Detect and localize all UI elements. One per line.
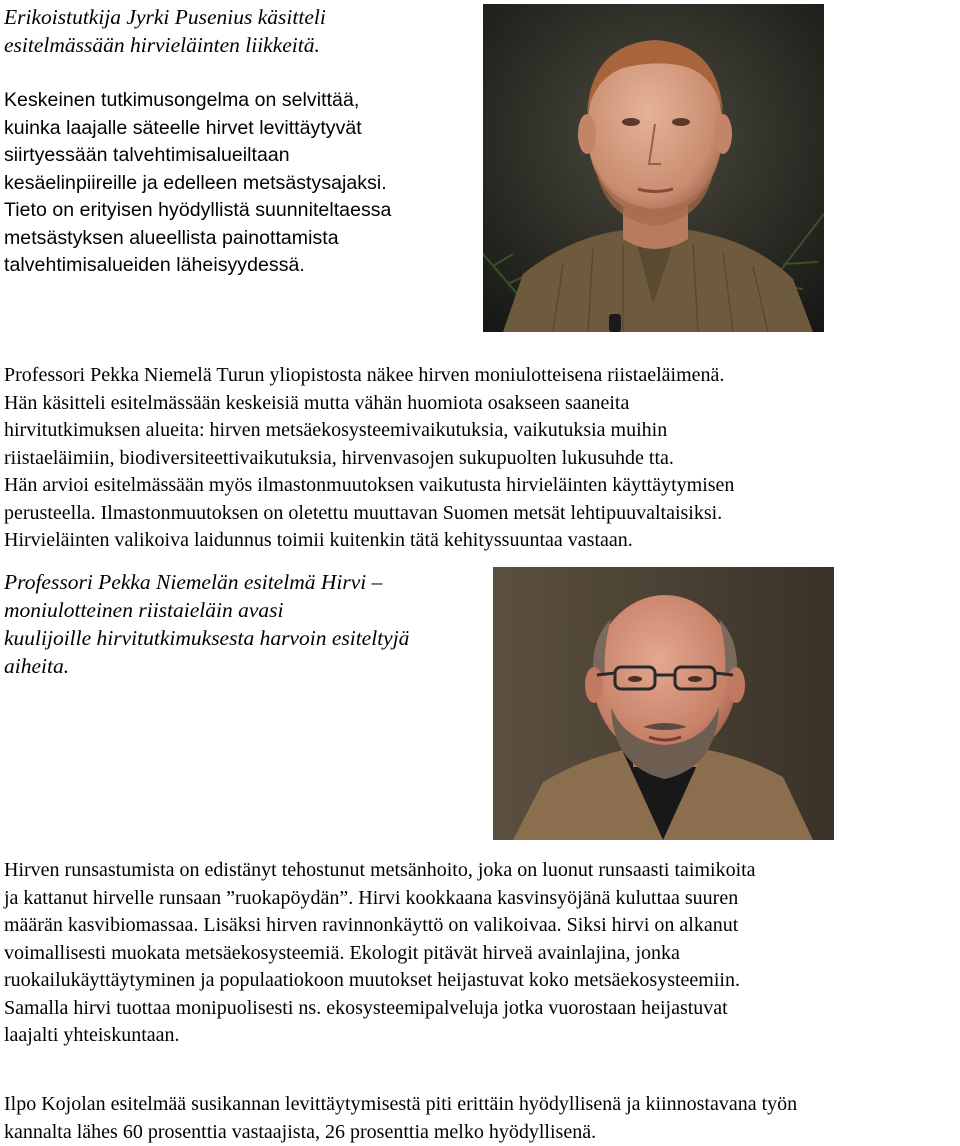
caption-line: aiheita. (4, 654, 70, 678)
paragraph-kojola-survey (4, 1091, 959, 1146)
text-line: laajalti yhteiskuntaan. (4, 1024, 180, 1046)
text-line: Samalla hirvi tuottaa monipuolisesti ns. ekosysteemipalveluja jotka vuorostaan heijastuvat (4, 996, 728, 1019)
text-line: hirvitutkimuksen alueita: hirven metsäekosysteemivaikutuksia, vaikutuksia muihin (4, 419, 668, 441)
caption-niemela (4, 568, 489, 680)
text-line: perusteella. Ilmastonmuutoksen on oletettu muuttavan Suomen metsät lehtipuuvaltaisiksi. (4, 501, 723, 524)
text-line: kesäelinpiireille ja edelleen metsästysajaksi. (4, 171, 387, 194)
text-line: määrän kasvibiomassaa. Lisäksi hirven ravinnonkäyttö on valikoivaa. Siksi hirvi on alkanut (4, 914, 739, 936)
text-line: ja kattanut hirvelle runsaan ”ruokapöydän”. Hirvi kookkaana kasvinsyöjänä kuluttaa suuren (4, 886, 739, 909)
paragraph-research-problem (4, 87, 474, 280)
text-line: Hirven runsastumista on edistänyt tehostunut metsänhoito, joka on luonut runsaasti taimikoita (4, 859, 756, 881)
text-line: ruokailukäyttäytyminen ja populaatiokoon muutokset heijastuvat koko metsäekosysteemiin. (4, 969, 740, 991)
text-line: Hän käsitteli esitelmässään keskeisiä mutta vähän huomiota osakseen saaneita (4, 391, 630, 414)
text-line: talvehtimisalueiden läheisyydessä. (4, 254, 305, 276)
text-line: Hirvieläinten valikoiva laidunnus toimii kuitenkin tätä kehityssuuntaa vastaan. (4, 529, 633, 551)
text-line: Tieto on erityisen hyödyllistä suunniteltaessa (4, 199, 392, 221)
text-line: Professori Pekka Niemelä Turun yliopistosta näkee hirven moniulotteisena riistaeläimenä. (4, 364, 725, 386)
text-line: voimallisesti muokata metsäekosysteemiä. Ekologit pitävät hirveä avainlajina, jonka (4, 941, 680, 964)
photo-niemela (493, 567, 834, 840)
paragraph-moose-ecology (4, 857, 959, 1050)
text-line: metsästyksen alueellista painottamista (4, 226, 339, 249)
caption-line: kuulijoille hirvitutkimuksesta harvoin esiteltyjä (4, 626, 410, 650)
text-line: Keskeinen tutkimusongelma on selvittää, (4, 89, 360, 111)
text-line: Hän arvioi esitelmässään myös ilmastonmuutoksen vaikutusta hirvieläinten käyttäytymisen (4, 474, 735, 496)
text-line: Ilpo Kojolan esitelmää susikannan levittäytymisestä piti erittäin hyödyllisenä ja kiinnostavana työn (4, 1093, 798, 1115)
text-line: kuinka laajalle säteelle hirvet levittäytyvät (4, 116, 362, 139)
text-line: kannalta lähes 60 prosenttia vastaajista, 26 prosenttia melko hyödyllisenä. (4, 1120, 597, 1143)
caption-line: Erikoistutkija Jyrki Pusenius käsitteli (4, 5, 326, 29)
photo-pusenius (483, 4, 824, 332)
caption-pusenius (4, 3, 474, 59)
text-line: riistaeläimiin, biodiversiteettivaikutuksia, hirvenvasojen sukupuolten lukusuhde tta. (4, 446, 674, 469)
text-line: siirtyessään talvehtimisalueiltaan (4, 144, 290, 166)
caption-line: Professori Pekka Niemelän esitelmä Hirvi – (4, 570, 383, 594)
caption-line: esitelmässään hirvieläinten liikkeitä. (4, 33, 320, 57)
caption-line: moniulotteinen riistaieläin avasi (4, 598, 284, 622)
paragraph-niemela-intro (4, 362, 959, 555)
